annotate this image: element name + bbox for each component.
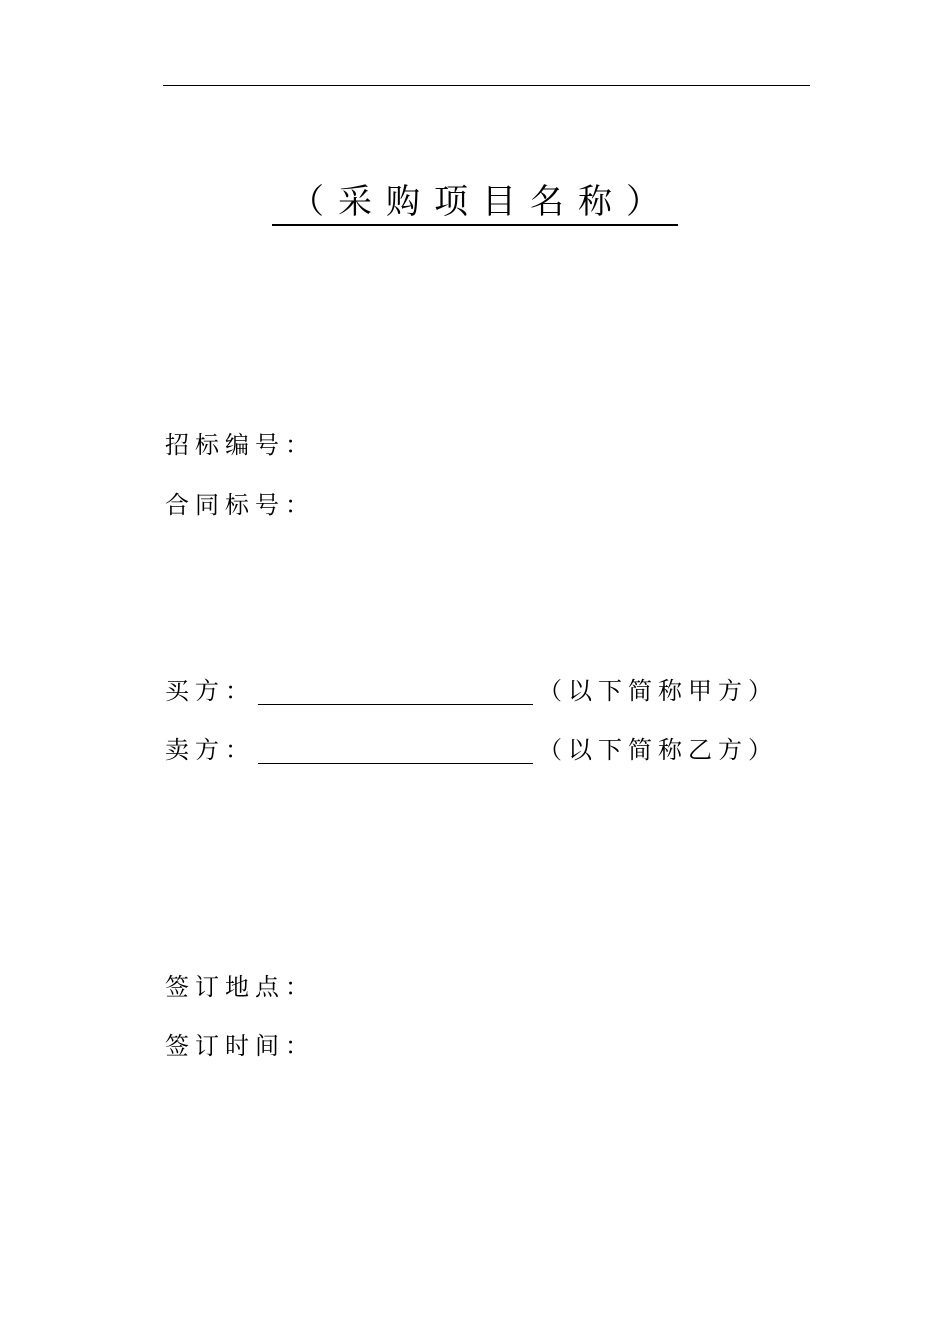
buyer-label: 买方： [165,677,255,705]
signing-time-label: 签订时间： [165,1032,315,1060]
buyer-note: （以下简称甲方） [538,677,778,705]
contract-number-label: 合同标号： [165,491,315,519]
seller-label: 卖方： [165,736,255,764]
header-rule [163,85,810,86]
document-title: （采购项目名称） [272,180,678,226]
seller-note: （以下简称乙方） [538,736,778,764]
seller-blank-line [258,763,533,764]
buyer-blank-line [258,704,533,705]
buyer-row [165,676,778,706]
tender-number-label: 招标编号： [165,431,315,459]
signing-place-label: 签订地点： [165,973,315,1001]
seller-row [165,735,778,765]
title-block [0,180,950,226]
